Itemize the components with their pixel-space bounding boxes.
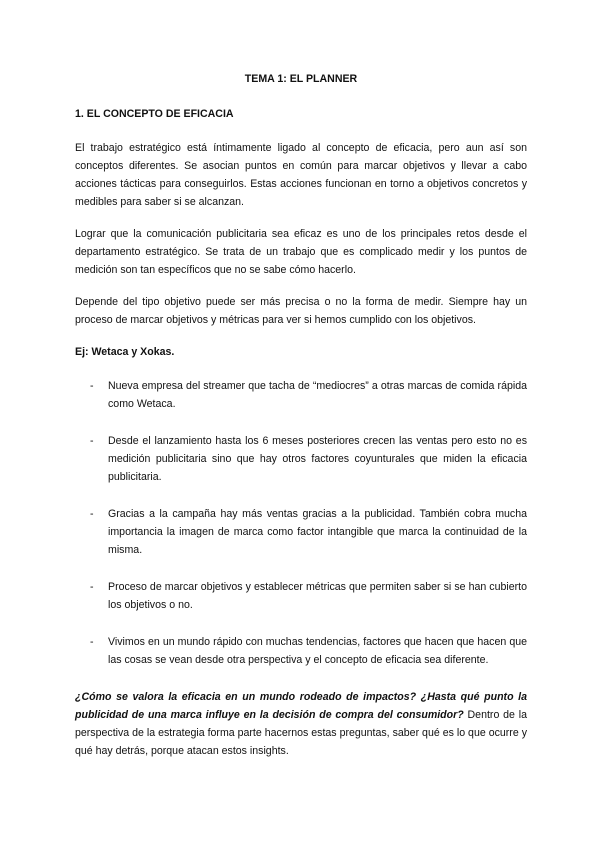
bullet-dash: - — [90, 435, 94, 447]
paragraph-2: Lograr que la comunicación publicitaria sea eficaz es uno de los principales retos desde el departamento estratégico. Se trata de un trabajo que es complicado medir y los puntos de medición son tan específicos que no se sabe cómo hacerlo. — [75, 228, 527, 276]
bullet-dash: - — [90, 508, 94, 520]
paragraph-3: Depende del tipo objetivo puede ser más precisa o no la forma de medir. Siempre hay un proceso de marcar objetivos y métricas para ver si hemos cumplido con los objetivos. — [75, 296, 527, 326]
closing-question: ¿Cómo se valora la eficacia en un mundo rodeado de impactos? ¿Hasta qué punto la publicidad de una marca influye en la decisión de compra del consumidor? — [75, 691, 527, 721]
bullet-text: Gracias a la campaña hay más ventas gracias a la publicidad. También cobra mucha importancia la imagen de marca como factor intangible que marca la continuidad de la misma. — [108, 508, 527, 556]
bullet-text: Nueva empresa del streamer que tacha de “mediocres” a otras marcas de comida rápida como Wetaca. — [108, 380, 527, 410]
list-item — [75, 633, 527, 669]
list-item — [75, 377, 527, 413]
closing-paragraph — [75, 688, 527, 760]
bullet-dash: - — [90, 380, 94, 392]
example-heading: Ej: Wetaca y Xokas. — [75, 346, 175, 358]
document-title: TEMA 1: EL PLANNER — [244, 73, 358, 85]
bullet-dash: - — [90, 636, 94, 648]
list-item — [75, 578, 527, 614]
document-body — [75, 70, 527, 760]
bullet-dash: - — [90, 581, 94, 593]
section-heading: 1. EL CONCEPTO DE EFICACIA — [75, 108, 234, 120]
bullet-text: Vivimos en un mundo rápido con muchas tendencias, factores que hacen que hacen que las cosas se vean desde otra perspectiva y el concepto de eficacia sea diferente. — [108, 636, 527, 666]
list-item — [75, 432, 527, 486]
bullet-text: Desde el lanzamiento hasta los 6 meses posteriores crecen las ventas pero esto no es medición publicitaria sino que hay otros factores coyunturales que miden la eficacia publicitaria. — [108, 435, 527, 483]
bullet-text: Proceso de marcar objetivos y establecer métricas que permiten saber si se han cubierto los objetivos o no. — [108, 581, 527, 611]
list-item — [75, 505, 527, 559]
closing-text: Dentro de la perspectiva de la estrategia forma parte hacernos estas preguntas, saber qué es lo que ocurre y qué hay detrás, porque atacan estos insights. — [75, 709, 527, 757]
bullet-list — [75, 377, 527, 669]
paragraph-1: El trabajo estratégico está íntimamente ligado al concepto de eficacia, pero aun así son conceptos diferentes. Se asocian puntos en común para marcar objetivos y llevar a cabo acciones tácticas para conseguirlos. Estas acciones funcionan en torno a objetivos concretos y medibles para saber si se alcanzan. — [75, 142, 527, 208]
